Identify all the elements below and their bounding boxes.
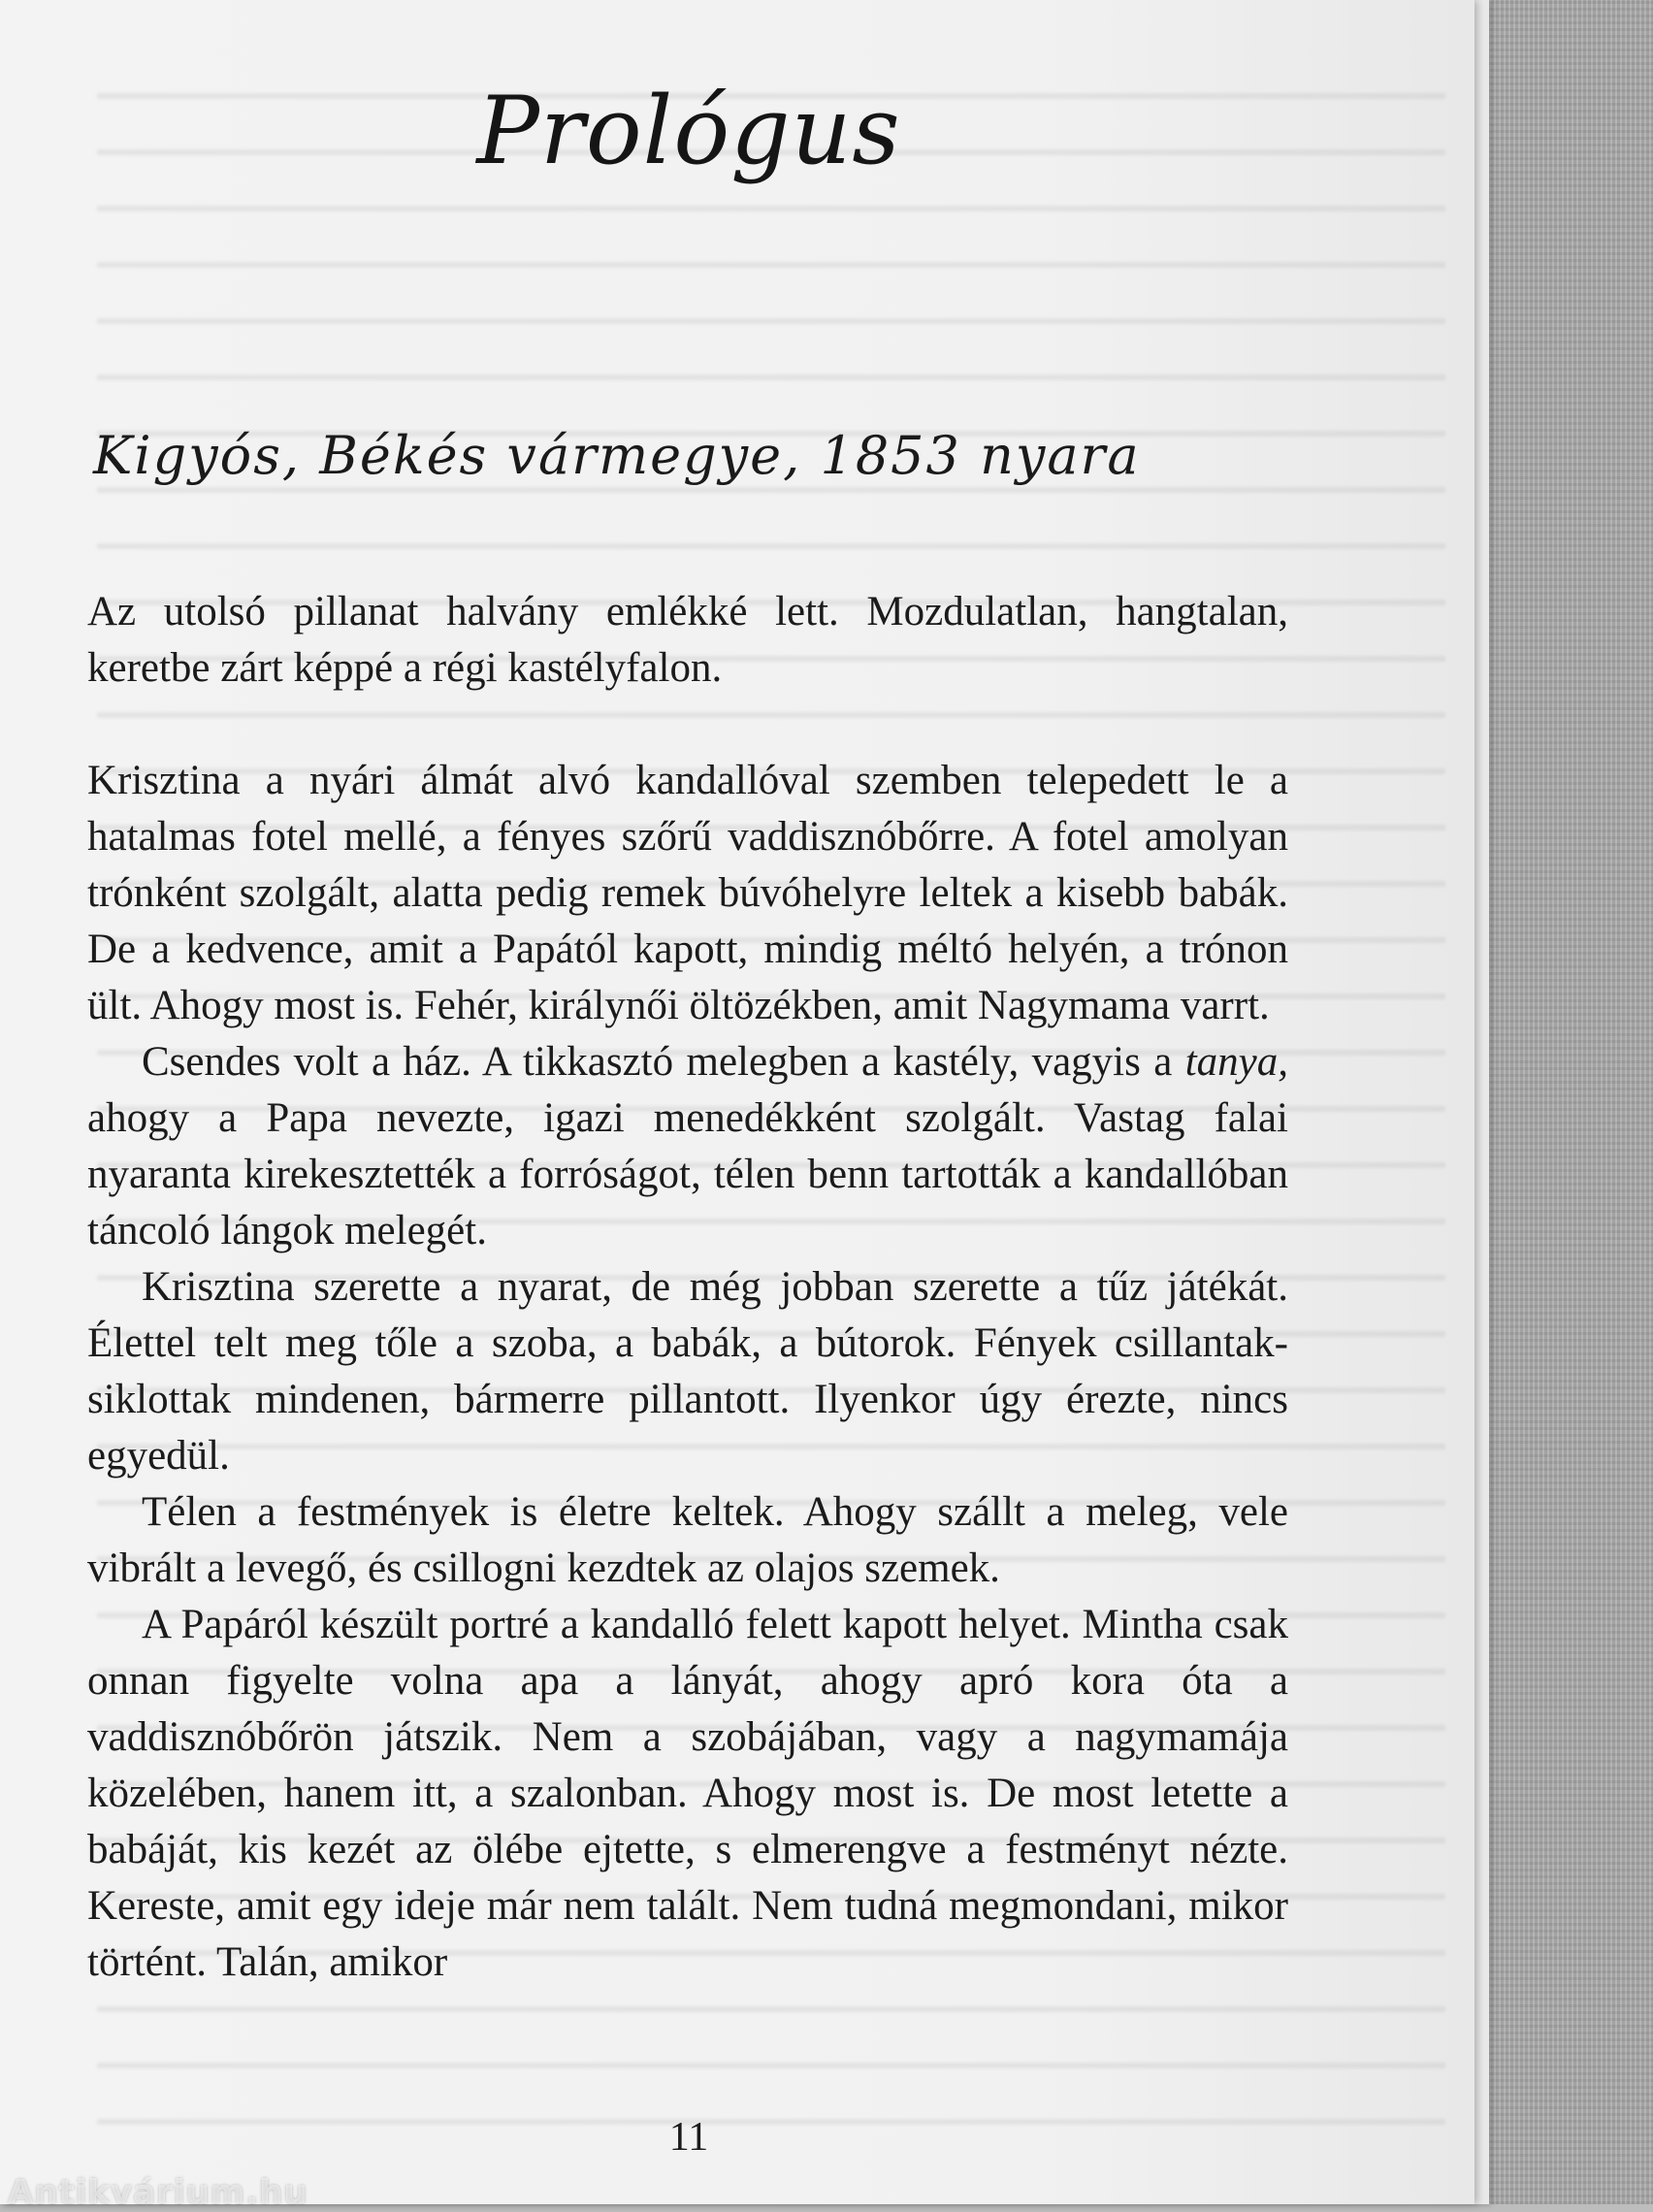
paragraph-5: Télen a festmények is életre keltek. Ahogy szállt a meleg, vele vibrált a levegő, és csillogni kezdtek az olajos szemek. [87, 1489, 1288, 1591]
paragraph-3 [87, 1034, 1288, 1259]
paragraph-3-start: Csendes volt a ház. A tikkasztó melegben a kastély, vagyis a [142, 1039, 1185, 1085]
page-number: 11 [668, 2115, 709, 2160]
paragraph-4: Krisztina szerette a nyarat, de még jobban szerette a tűz játékát. Élettel telt meg tőle a szoba, a babák, a bútorok. Fények csillantak-siklottak mindenen, bármerre pillantott. Ilyenkor úgy érezte, nincs egyedül. [87, 1264, 1288, 1479]
paragraph-6: A Papáról készült portré a kandalló felett kapott helyet. Mintha csak onnan figyelte volna apa a lányát, ahogy apró kora óta a vaddisznóbőrön játszik. Nem a szobájában, vagy a nagymamája közelében, hanem itt, a szalonban. Ahogy most is. De most letette a babáját, kis kezét az ölébe ejtette, s elmerengve a festményt nézte. Kereste, amit egy ideje már nem talált. Nem tudná megmondani, mikor történt. Talán, amikor [87, 1602, 1288, 1985]
paragraph-1: Az utolsó pillanat halvány emlékké lett. Mozdulatlan, hangtalan, keretbe zárt képpé a régi kastélyfalon. [87, 589, 1288, 691]
chapter-title: Prológus [476, 77, 901, 185]
body-text [87, 584, 1288, 1991]
paragraph-2: Krisztina a nyári álmát alvó kandallóval szemben telepedett le a hatalmas fotel mellé, a fényes szőrű vaddisznóbőrre. A fotel amolyan trónként szolgált, alatta pedig remek búvóhelyre leltek a kisebb babák. De a kedvence, amit a Papától kapott, mindig méltó helyén, a trónon ült. Ahogy most is. Fehér, királynői öltözékben, amit Nagymama varrt. [87, 758, 1288, 1028]
paragraph-3-end: ahogy a Papa nevezte, igazi menedékként szolgált. Vastag falai nyaranta kirekesztették a forróságot, télen benn tartották a kandallóban táncoló lángok melegét. [87, 1095, 1288, 1253]
watermark: Antikvárium.hu [8, 2173, 308, 2212]
chapter-subtitle: Kigyós, Békés vármegye, 1853 nyara [93, 425, 1141, 486]
paragraph-gap [87, 697, 1288, 753]
paragraph-3-emphasis: tanya, [1184, 1039, 1288, 1085]
